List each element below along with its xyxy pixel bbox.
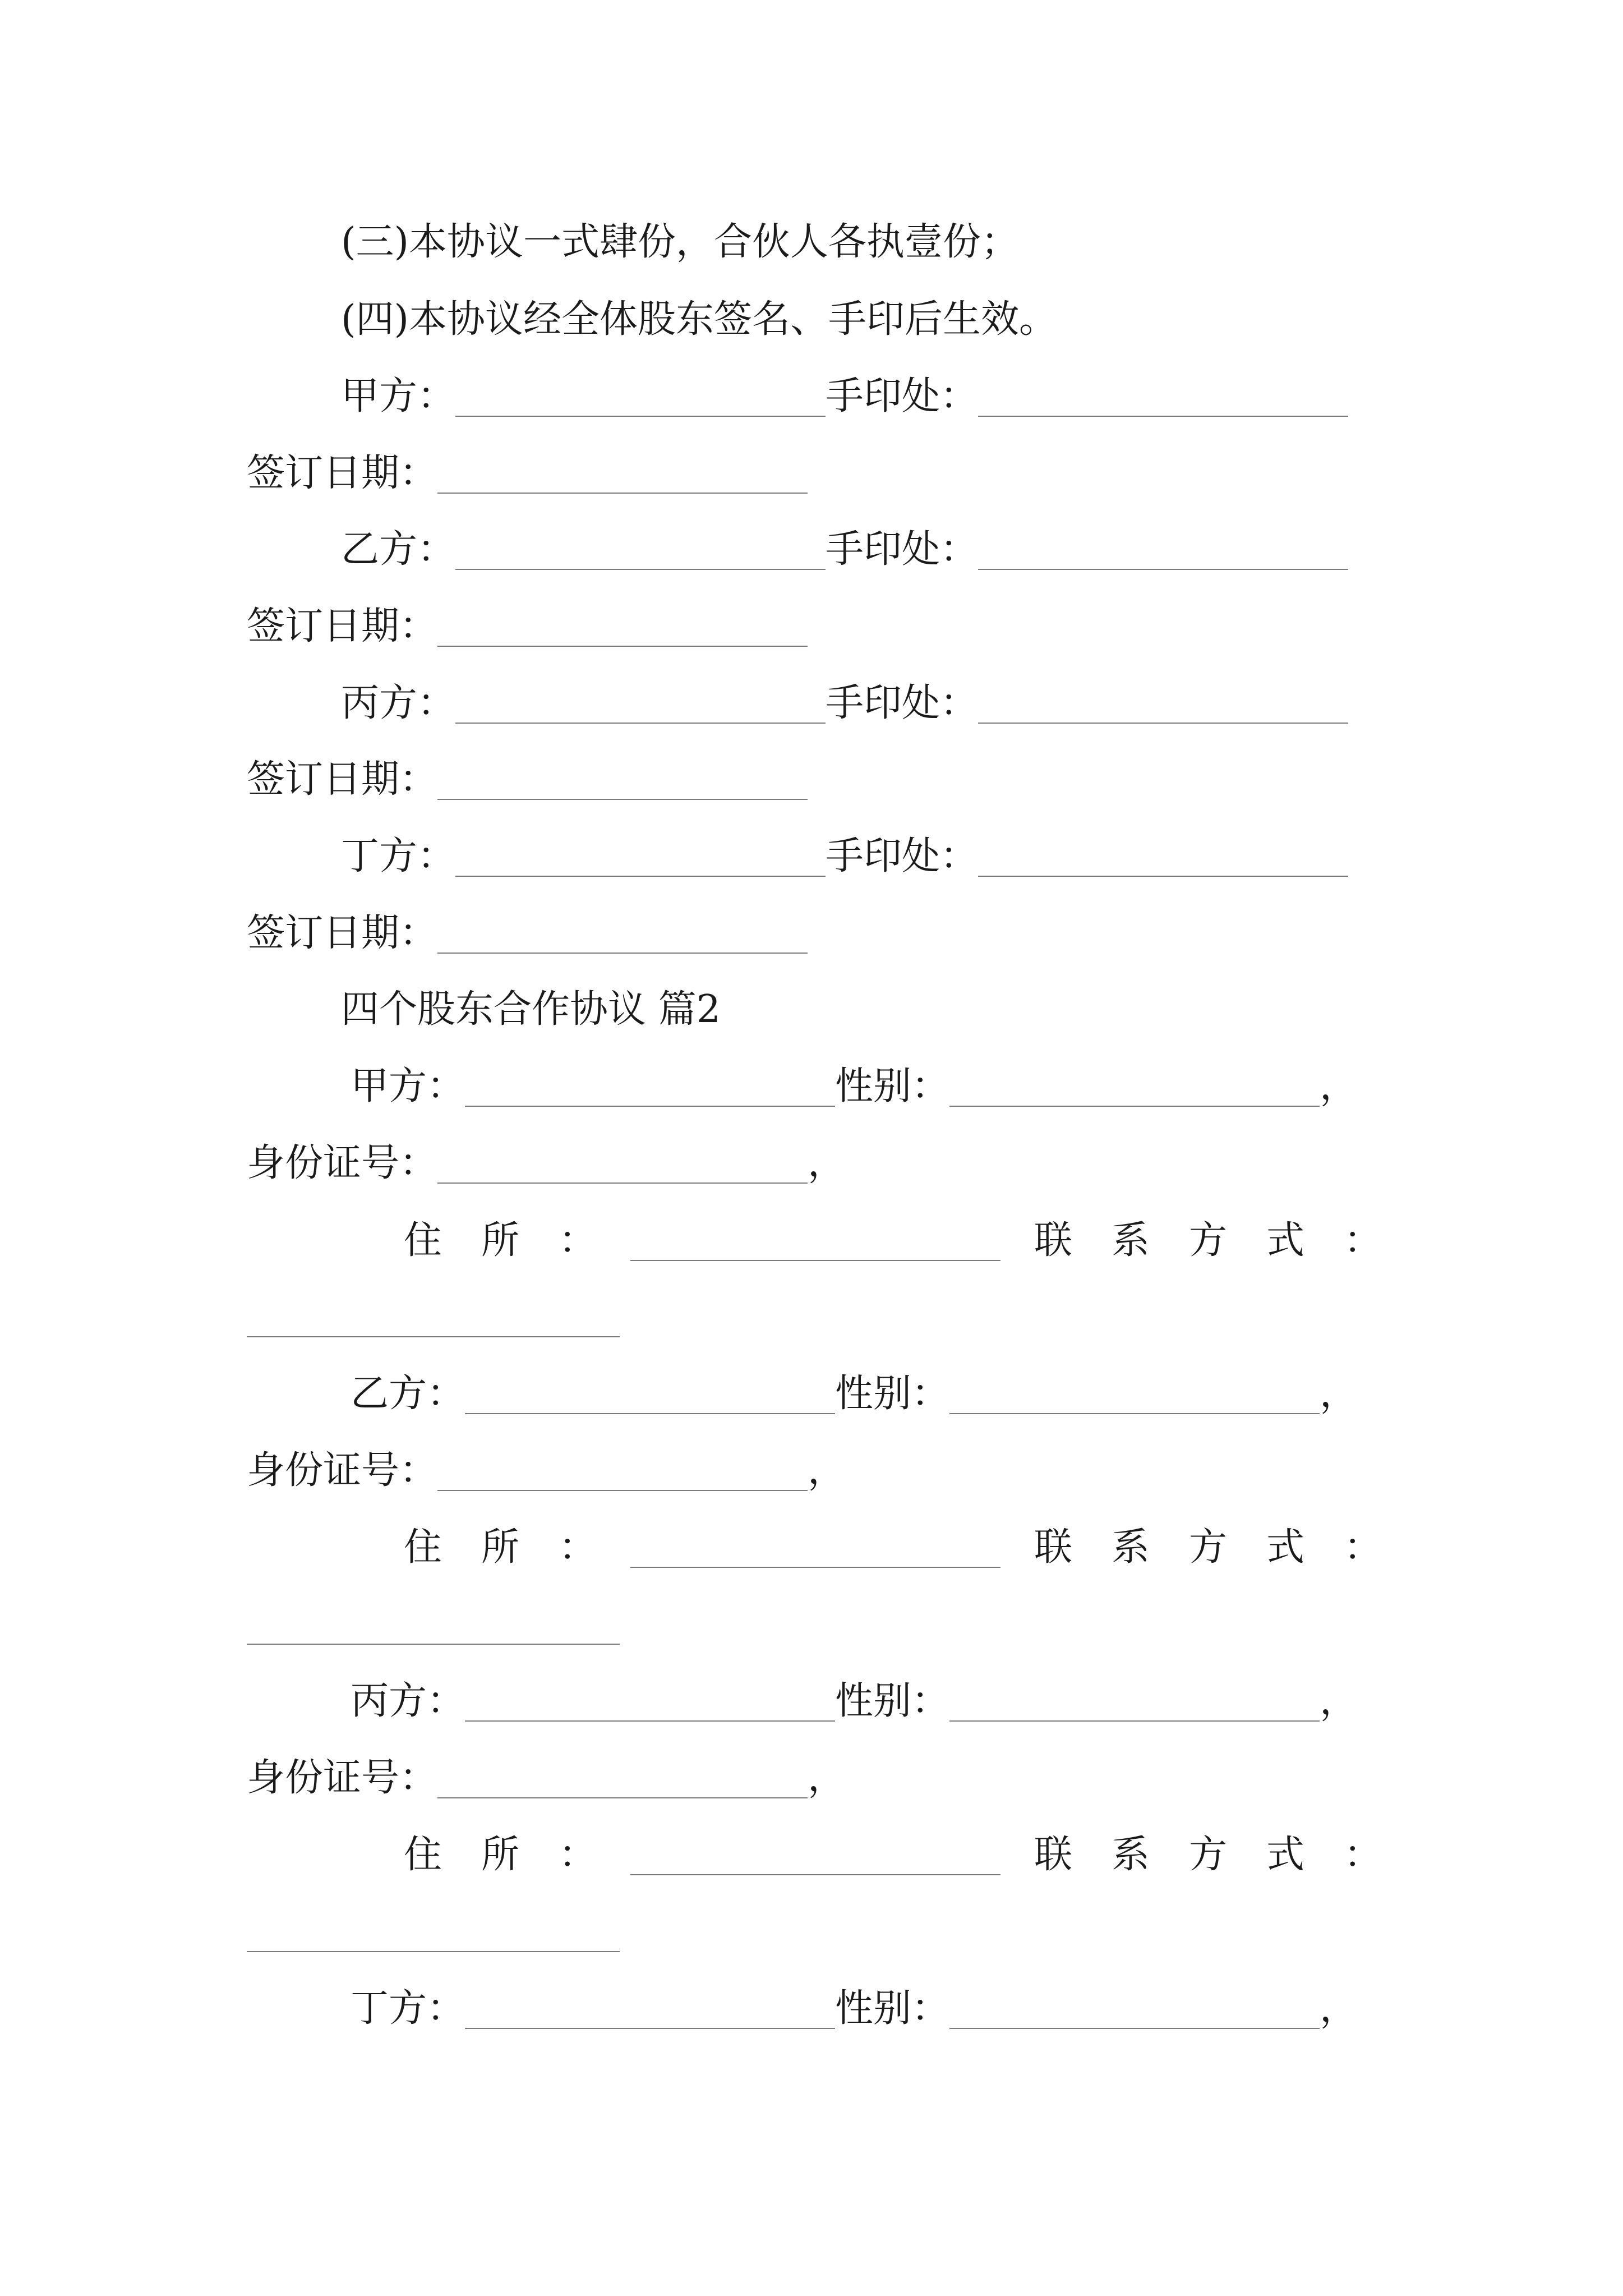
party-label: 乙方： bbox=[351, 1372, 465, 1416]
party-signature-field[interactable] bbox=[455, 876, 826, 877]
contact-label: 联系方式： bbox=[1034, 1218, 1422, 1263]
signature-row bbox=[341, 822, 1348, 884]
contact-field[interactable] bbox=[247, 1336, 620, 1337]
id-row bbox=[247, 1129, 846, 1190]
address-field[interactable] bbox=[630, 1567, 1000, 1568]
gender-label: 性别： bbox=[835, 1372, 950, 1416]
gender-label: 性别： bbox=[835, 1986, 950, 2031]
address-contact-row bbox=[404, 1206, 1421, 1268]
id-field[interactable] bbox=[437, 1490, 808, 1491]
contact-label: 联系方式： bbox=[1034, 1833, 1422, 1877]
comma: ， bbox=[1320, 1986, 1358, 2031]
signing-date-label: 签订日期： bbox=[247, 451, 438, 495]
party-signature-field[interactable] bbox=[455, 723, 826, 724]
id-label: 身份证号： bbox=[247, 1756, 438, 1800]
signing-date-row bbox=[247, 439, 808, 500]
id-label: 身份证号： bbox=[247, 1141, 438, 1185]
thumbprint-field[interactable] bbox=[978, 876, 1348, 877]
gender-field[interactable] bbox=[949, 1106, 1320, 1107]
party-label: 甲方： bbox=[351, 1064, 465, 1108]
signing-date-field[interactable] bbox=[437, 953, 808, 954]
contact-field[interactable] bbox=[247, 1644, 620, 1645]
comma: ， bbox=[808, 1756, 846, 1800]
signing-date-row bbox=[247, 592, 808, 654]
party-label: 丁方： bbox=[341, 834, 456, 878]
party-signature-field[interactable] bbox=[455, 416, 826, 417]
section-title-text: 四个股东合作协议 篇2 bbox=[341, 987, 721, 1032]
thumbprint-field[interactable] bbox=[978, 569, 1348, 570]
party-name-field[interactable] bbox=[465, 1413, 835, 1414]
signing-date-field[interactable] bbox=[437, 493, 808, 494]
address-field[interactable] bbox=[630, 1874, 1000, 1875]
clause-text: (四)本协议经全体股东签名、手印后生效。 bbox=[341, 297, 1058, 342]
signing-date-row bbox=[247, 745, 808, 807]
clause-effective bbox=[341, 285, 1057, 347]
address-field[interactable] bbox=[630, 1260, 1000, 1261]
gender-field[interactable] bbox=[949, 2028, 1320, 2029]
signing-date-field[interactable] bbox=[437, 799, 808, 800]
party-signature-field[interactable] bbox=[455, 569, 826, 570]
thumbprint-label: 手印处： bbox=[826, 374, 979, 418]
signing-date-label: 签订日期： bbox=[247, 911, 438, 955]
gender-label: 性别： bbox=[835, 1064, 950, 1108]
signing-date-field[interactable] bbox=[437, 646, 808, 647]
signing-date-label: 签订日期： bbox=[247, 757, 438, 802]
party-name-field[interactable] bbox=[465, 1106, 835, 1107]
id-row bbox=[247, 1436, 846, 1498]
id-field[interactable] bbox=[437, 1797, 808, 1798]
gender-label: 性别： bbox=[835, 1679, 950, 1723]
party-info-row bbox=[351, 1359, 1358, 1421]
thumbprint-label: 手印处： bbox=[826, 681, 979, 725]
thumbprint-field[interactable] bbox=[978, 723, 1348, 724]
clause-copies bbox=[341, 208, 1019, 269]
signing-date-row bbox=[247, 899, 808, 960]
signature-row bbox=[341, 362, 1348, 424]
gender-field[interactable] bbox=[949, 1413, 1320, 1414]
party-label: 甲方： bbox=[341, 374, 456, 418]
signature-row bbox=[341, 669, 1348, 730]
address-contact-row bbox=[404, 1513, 1421, 1575]
section-title bbox=[341, 975, 721, 1037]
comma: ， bbox=[1320, 1064, 1358, 1108]
signing-date-label: 签订日期： bbox=[247, 604, 438, 648]
id-label: 身份证号： bbox=[247, 1448, 438, 1493]
party-label: 丁方： bbox=[351, 1986, 465, 2031]
id-field[interactable] bbox=[437, 1182, 808, 1184]
gender-field[interactable] bbox=[949, 1720, 1320, 1722]
id-row bbox=[247, 1743, 846, 1805]
comma: ， bbox=[808, 1448, 846, 1493]
party-info-row bbox=[351, 1052, 1358, 1114]
clause-text: (三)本协议一式肆份，合伙人各执壹份； bbox=[341, 220, 1020, 264]
party-label: 丙方： bbox=[351, 1679, 465, 1723]
comma: ， bbox=[1320, 1372, 1358, 1416]
address-label: 住所： bbox=[404, 1218, 637, 1263]
address-label: 住所： bbox=[404, 1833, 637, 1877]
address-label: 住所： bbox=[404, 1525, 637, 1570]
party-info-row bbox=[351, 1667, 1358, 1728]
address-contact-row bbox=[404, 1820, 1421, 1882]
contact-field[interactable] bbox=[247, 1951, 620, 1952]
contact-label: 联系方式： bbox=[1034, 1525, 1422, 1570]
comma: ， bbox=[808, 1141, 846, 1185]
signature-row bbox=[341, 515, 1348, 577]
party-name-field[interactable] bbox=[465, 2028, 835, 2029]
thumbprint-field[interactable] bbox=[978, 416, 1348, 417]
party-name-field[interactable] bbox=[465, 1720, 835, 1722]
party-label: 丙方： bbox=[341, 681, 456, 725]
thumbprint-label: 手印处： bbox=[826, 527, 979, 572]
party-info-row bbox=[351, 1974, 1358, 2036]
party-label: 乙方： bbox=[341, 527, 456, 572]
thumbprint-label: 手印处： bbox=[826, 834, 979, 878]
comma: ， bbox=[1320, 1679, 1358, 1723]
